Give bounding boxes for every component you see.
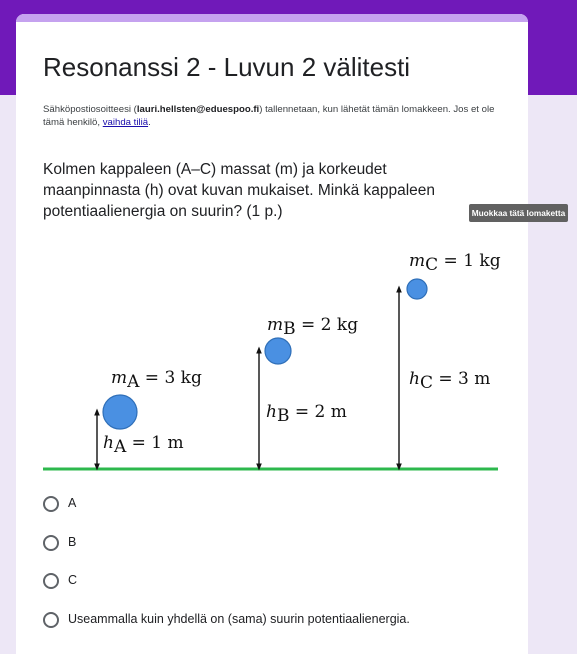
height-sub-a: A (113, 437, 127, 457)
height-sub-b: B (276, 406, 290, 426)
question-text: Kolmen kappaleen (A–C) massat (m) ja korkeudet maanpinnasta (h) ovat kuvan mukaiset. Minkä kappaleen potentiaalienergia on suurin? (1 p.) (43, 161, 436, 220)
ball-c (407, 279, 427, 299)
mass-label-c (409, 251, 501, 275)
radio-button[interactable] (43, 612, 59, 628)
height-value-b: = 2 m (289, 402, 347, 422)
email-notice-suffix: ) tallennetaan, kun lähetät tämän lomakkeen. Jos et ole tämä henkilö, (43, 104, 495, 128)
radio-button[interactable] (43, 496, 59, 512)
mass-label-a (111, 368, 202, 392)
height-label-b (266, 402, 347, 426)
mass-value-c: = 1 kg (438, 251, 501, 271)
option-label: A (68, 496, 77, 510)
mass-value-a: = 3 kg (139, 368, 202, 388)
mass-sub-a: A (127, 372, 140, 392)
email-address: lauri.hellsten@eduespoo.fi (136, 104, 260, 115)
height-symbol-b: h (266, 402, 277, 422)
option-label: C (68, 573, 78, 587)
ball-a (103, 395, 137, 429)
mass-symbol-b: m (267, 315, 284, 335)
radio-button[interactable] (43, 573, 59, 589)
height-symbol-c: h (409, 369, 420, 389)
email-notice-end: . (148, 117, 151, 128)
height-label-a (103, 433, 184, 457)
switch-account-link[interactable]: vaihda tiliä (102, 117, 149, 128)
height-sub-c: C (419, 373, 433, 393)
form-card (16, 14, 528, 654)
option-label: B (68, 534, 77, 549)
ball-b (265, 338, 291, 364)
email-notice (43, 103, 503, 129)
radio-button[interactable] (43, 535, 59, 551)
mass-label-b (267, 315, 358, 339)
card-accent-bar (16, 14, 528, 22)
option-multiple[interactable] (43, 596, 513, 635)
email-notice-prefix: Sähköpostiosoitteesi ( (43, 104, 137, 115)
mass-symbol-a: m (111, 368, 128, 388)
option-c[interactable] (43, 557, 513, 596)
edit-form-tooltip: Muokkaa tätä lomaketta (469, 204, 568, 222)
mass-symbol-c: m (409, 251, 426, 271)
height-label-c (409, 369, 490, 393)
height-value-c: = 3 m (432, 369, 491, 389)
option-a[interactable] (43, 480, 513, 519)
option-label: Useammalla kuin yhdellä on (sama) suurin potentiaalienergia. (68, 611, 410, 626)
potential-energy-figure (16, 240, 528, 482)
option-b[interactable] (43, 519, 513, 558)
mass-sub-c: C (425, 255, 439, 275)
mass-sub-b: B (283, 319, 296, 339)
form-title: Resonanssi 2 - Luvun 2 välitesti (43, 52, 411, 82)
height-value-a: = 1 m (126, 433, 184, 453)
height-symbol-a: h (103, 433, 114, 453)
mass-value-b: = 2 kg (295, 315, 359, 335)
answer-options (43, 480, 513, 634)
